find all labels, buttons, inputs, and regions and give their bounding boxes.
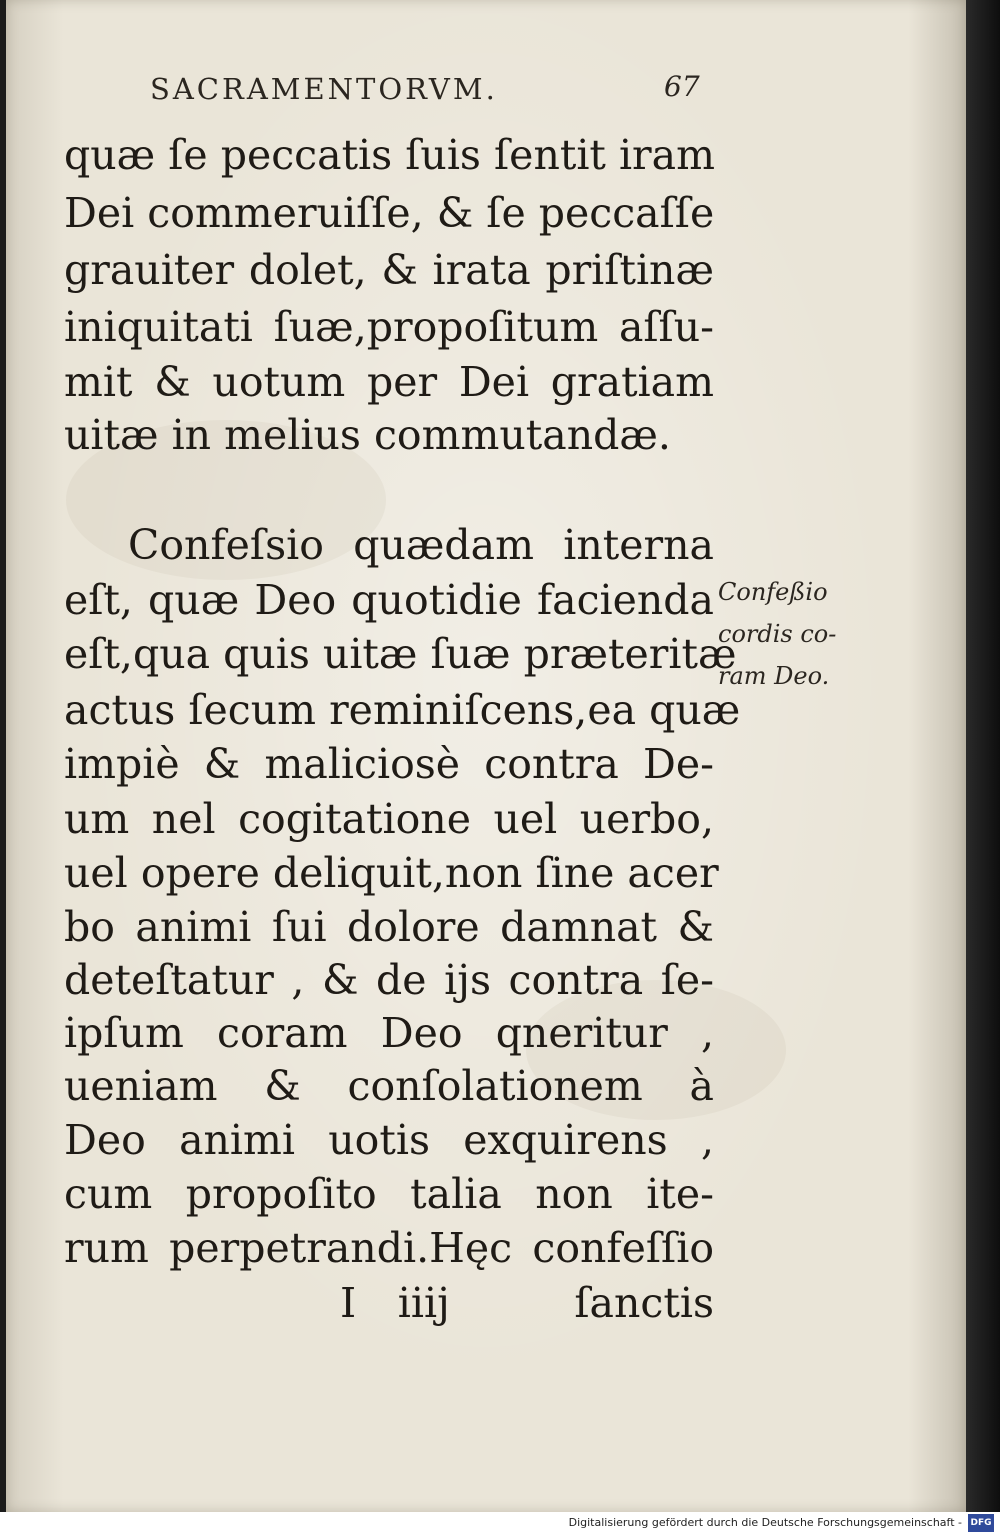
text-line: iniquitati ſuæ,propoſitum aſſu- <box>64 303 714 351</box>
text-line: rum perpetrandi.Hęc confeſſio <box>64 1224 714 1272</box>
text-line: Confeſsio quædam interna <box>128 521 714 569</box>
text-line: ipſum coram Deo qneritur , <box>64 1009 714 1057</box>
page-number: 67 <box>664 70 700 103</box>
book-edge <box>966 0 1000 1512</box>
text-line: grauiter dolet, & irata priſtinæ <box>64 246 714 294</box>
text-line: Dei commeruiſſe, & ſe peccaſſe <box>64 189 715 237</box>
margin-note-line: Confeßio <box>718 578 828 606</box>
text-line: eſt, quæ Deo quotidie facienda <box>64 576 714 624</box>
footer-credit: Digitalisierung gefördert durch die Deutsche Forschungsgemeinschaft - <box>568 1516 962 1529</box>
text-line: mit & uotum per Dei gratiam <box>64 358 714 406</box>
text-line: deteſtatur , & de ijs contra ſe- <box>64 956 714 1004</box>
margin-note-line: cordis co- <box>718 620 837 648</box>
text-line: uel opere deliquit,non ſine acer <box>64 849 719 897</box>
text-line: um nel cogitatione uel uerbo, <box>64 795 714 843</box>
text-line: uitæ in melius commutandæ. <box>64 411 671 459</box>
text-line: ueniam & conſolationem à <box>64 1062 714 1110</box>
text-line: quæ ſe peccatis ſuis ſentit iram <box>64 131 715 179</box>
text-line: eſt,qua quis uitæ ſuæ præteritæ <box>64 630 737 678</box>
dfg-logo: DFG <box>968 1514 994 1532</box>
text-line: bo animi ſui dolore damnat & <box>64 903 714 951</box>
text-line: Deo animi uotis exquirens , <box>64 1116 714 1164</box>
text-line: actus ſecum reminiſcens,ea quæ <box>64 686 741 734</box>
running-title: SACRAMENTORVM. <box>150 72 498 106</box>
signature-catchword-line: I iiij ſanctis <box>340 1279 714 1327</box>
margin-note-line: ram Deo. <box>718 662 830 690</box>
text-line: impiè & maliciosè contra De- <box>64 740 714 788</box>
text-line: cum propoſito talia non ite- <box>64 1170 714 1218</box>
